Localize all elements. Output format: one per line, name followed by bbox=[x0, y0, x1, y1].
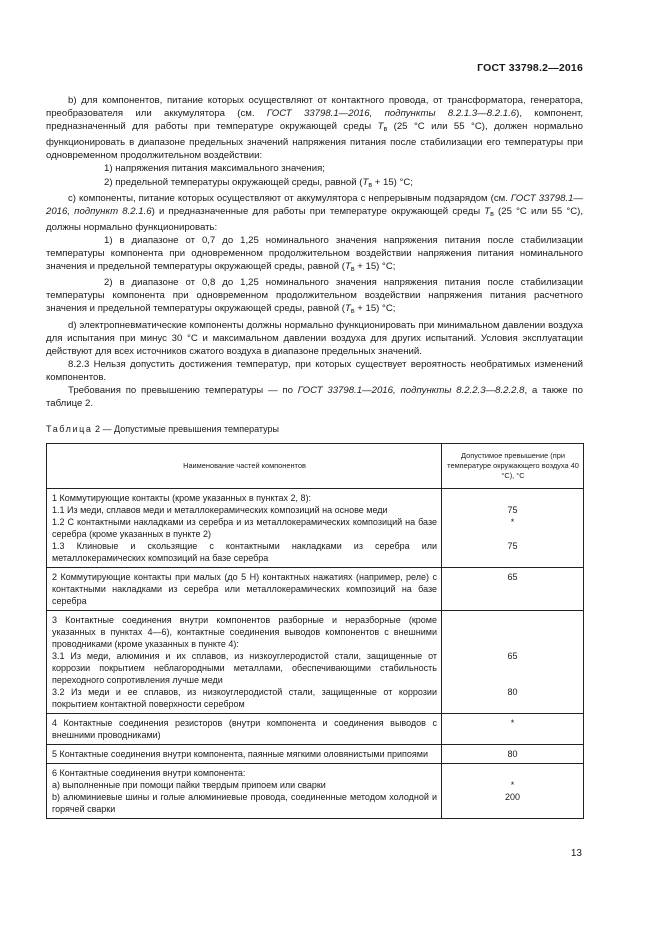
temperature-limit-cell bbox=[442, 568, 584, 611]
component-part-line: а) выполненные при помощи пайки твердым припоем или сварки bbox=[52, 780, 326, 790]
temperature-limit-value bbox=[442, 662, 583, 674]
component-part-cell bbox=[47, 611, 442, 714]
paragraph-b-item2: 2) предельной температуры окружающей среды, равной $(T_в + 15)$ °С; bbox=[104, 176, 413, 189]
temperature-limit-cell bbox=[442, 764, 584, 819]
component-part-line: 1 Коммутирующие контакты (кроме указанных в пунктах 2, 8): bbox=[52, 493, 312, 503]
component-part-line: 3.1 Из меди, алюминия и их сплавов, из низкоуглеродистой стали, защищенные от коррозии покрытием неблагородными металлами, обеспечивающими стабильность переходного сопротивления лучше меди bbox=[52, 651, 437, 685]
column-header-limit: Допустимое превышение (при температуре окружающего воздуха 40 °С), °С bbox=[442, 444, 584, 489]
table-header-row bbox=[47, 444, 584, 489]
paragraph-requirements: Требования по превышению температуры — по ГОСТ 33798.1—2016, подпункты 8.2.2.3—8.2.2.8, а также по таблице 2. bbox=[46, 384, 583, 410]
temperature-limit-value bbox=[442, 698, 583, 710]
temperature-limit-value bbox=[442, 528, 583, 540]
temperature-table bbox=[46, 443, 584, 819]
temperature-limit-value: 75 bbox=[507, 541, 518, 551]
paragraph-b-item1: 1) напряжения питания максимального значения; bbox=[104, 163, 325, 175]
table-row bbox=[47, 714, 584, 745]
paragraph-c-item1: 1) в диапазоне от 0,7 до 1,25 номинального значения напряжения питания после стабилизации температуры компонента при одновременном продолжительном воздействии напряжения питания номинального значения и предельной температуры окружающей среды, равной $(T_в + 15)$ °С; bbox=[46, 234, 583, 274]
temperature-limit-value bbox=[442, 614, 583, 626]
component-part-line: 2 Коммутирующие контакты при малых (до 5 Н) контактных нажатиях (например, реле) с контактными накладками из серебра или металлокерамических композиций на базе серебра bbox=[52, 572, 437, 606]
temperature-limit-value bbox=[442, 638, 583, 650]
paragraph-c: с) компоненты, питание которых осуществляют от аккумулятора с непрерывным подзарядом (см. ГОСТ 33798.1—2016, подпункт 8.2.1.6) и предназначенные для работы при температуре окружающей среды $T_в$ (25 °С или 55 °С), должны нормально функционировать: bbox=[46, 192, 583, 233]
component-part-cell bbox=[47, 764, 442, 819]
paragraph-d: d) электропневматические компоненты должны нормально функционировать при минимальном давлении воздуха для испытания при минус 30 °С и максимальном давлении воздуха для других испытаний. Условия эксплуатации действуют для всех источников сжатого воздуха в диапазоне предельных значений. bbox=[46, 319, 583, 357]
temperature-limit-value bbox=[442, 626, 583, 638]
component-part-line: 3 Контактные соединения внутри компонентов разборные и неразборные (кроме указанных в пунктах 4—6), контактные соединения выводов компонентов с внешними проводниками (кроме указанных в пункте 4): bbox=[52, 615, 437, 649]
temperature-limit-value bbox=[442, 552, 583, 564]
component-part-line: 5 Контактные соединения внутри компонента, паянные мягкими оловянистыми припоями bbox=[52, 749, 428, 759]
temperature-limit-value: * bbox=[510, 517, 515, 527]
temperature-limit-value: 65 bbox=[507, 651, 518, 661]
temperature-limit-value: * bbox=[510, 780, 515, 790]
component-part-line: 1.1 Из меди, сплавов меди и металлокерамических композиций на основе меди bbox=[52, 505, 388, 515]
temperature-limit-value bbox=[442, 492, 583, 504]
temperature-limit-value: 80 bbox=[507, 687, 518, 697]
component-part-line: 1.3 Клиновые и скользящие с контактными накладками из серебра или металлокерамических композиций на базе серебра bbox=[52, 541, 437, 563]
component-part-cell bbox=[47, 714, 442, 745]
temperature-limit-value: 75 bbox=[507, 505, 518, 515]
component-part-line: 3.2 Из меди и ее сплавов, из низкоуглеродистой стали, защищенные от коррозии покрытием контактной поверхности серебром bbox=[52, 687, 437, 709]
component-part-cell bbox=[47, 568, 442, 611]
temperature-limit-cell bbox=[442, 714, 584, 745]
page-number: 13 bbox=[570, 848, 582, 859]
table-row bbox=[47, 568, 584, 611]
temperature-limit-value: 80 bbox=[507, 749, 518, 759]
component-part-cell bbox=[47, 489, 442, 568]
component-part-line: 1.2 С контактными накладками из серебра и из металлокерамических композиций на базе серебра (кроме указанных в пункте 2) bbox=[52, 517, 437, 539]
temperature-limit-cell bbox=[442, 489, 584, 568]
paragraph-b: b) для компонентов, питание которых осуществляют от контактного провода, от трансформатора, генератора, преобразователя или аккумулятора (см. ГОСТ 33798.1—2016, подпункты 8.2.1.3—8.2.1.6), компонент, предназначенный для работы при температуре окружающей среды $T_в$ (25 °С или 55 °С), должен нормально функционировать в диапазоне предельных значений напряжения питания после стабилизации его температуры при одновременном продолжительном воздействии: bbox=[46, 95, 583, 162]
temperature-limit-value bbox=[442, 674, 583, 686]
temperature-limit-cell bbox=[442, 745, 584, 764]
temperature-limit-value: 200 bbox=[504, 792, 521, 802]
temperature-limit-value bbox=[442, 803, 583, 815]
paragraph-c-item2: 2) в диапазоне от 0,8 до 1,25 номинального значения напряжения питания после стабилизации температуры компонента при одновременном продолжительном воздействии напряжения питания расчетного значения и предельной температуры окружающей среды, равной $(T_в + 15)$ °С; bbox=[46, 277, 583, 316]
component-part-line: 4 Контактные соединения резисторов (внутри компонента и соединения выводов с внешними проводниками) bbox=[52, 718, 437, 740]
temperature-limit-value: 65 bbox=[507, 572, 518, 582]
component-part-line: b) алюминиевые шины и голые алюминиевые провода, соединенные методом холодной и горячей сварки bbox=[52, 792, 437, 814]
paragraph-8-2-3: 8.2.3 Нельзя допустить достижения температур, при которых существует вероятность необратимых изменений компонентов. bbox=[46, 358, 583, 383]
table-row bbox=[47, 611, 584, 714]
body-text bbox=[46, 94, 583, 410]
table-body bbox=[47, 489, 584, 819]
table-caption: Таблица 2 — Допустимые превышения температуры bbox=[46, 424, 280, 434]
temperature-limit-value bbox=[442, 767, 583, 779]
component-part-line: 6 Контактные соединения внутри компонента: bbox=[52, 768, 246, 778]
temperature-limit-value: * bbox=[510, 718, 515, 728]
table-row bbox=[47, 489, 584, 568]
document-code: ГОСТ 33798.2—2016 bbox=[477, 62, 583, 74]
component-part-cell bbox=[47, 745, 442, 764]
temperature-limit-cell bbox=[442, 611, 584, 714]
column-header-parts: Наименование частей компонентов bbox=[47, 444, 442, 489]
table-row bbox=[47, 745, 584, 764]
table-row bbox=[47, 764, 584, 819]
